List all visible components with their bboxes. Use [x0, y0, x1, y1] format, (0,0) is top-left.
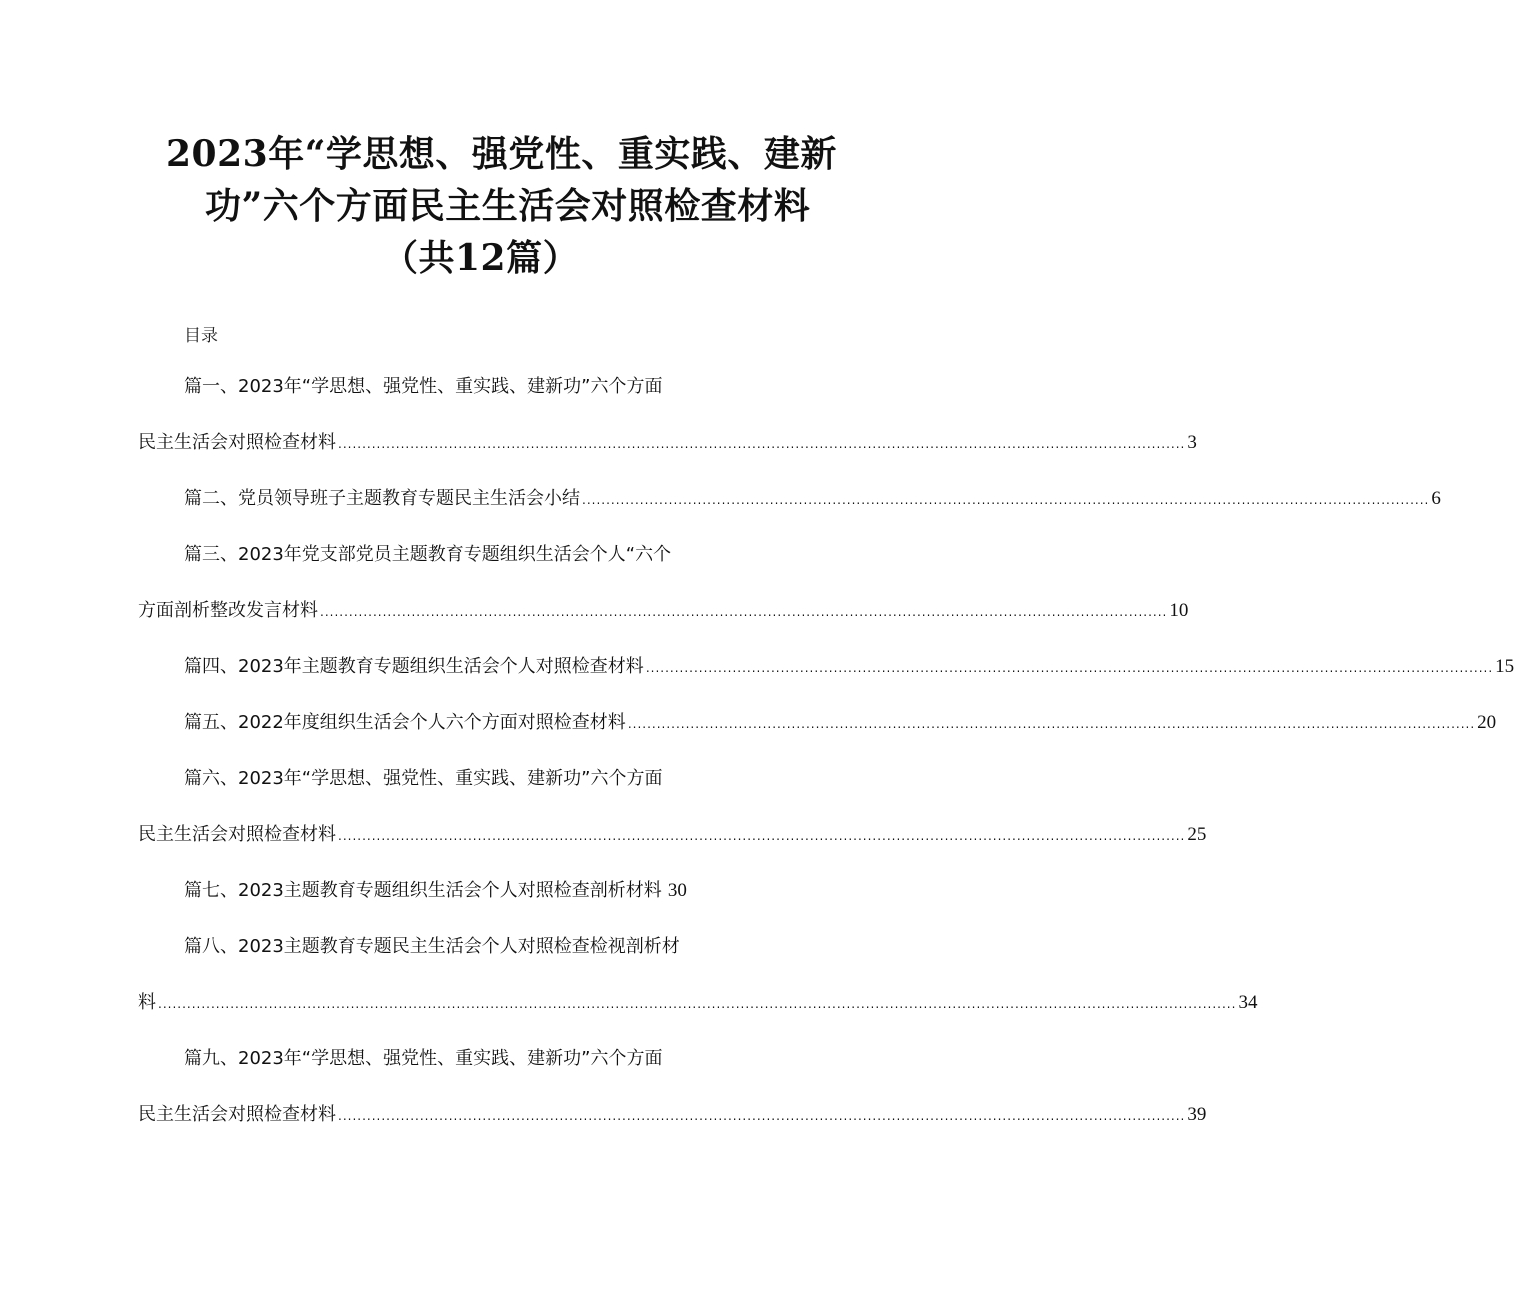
toc-item-6-continuation[interactable] — [138, 820, 1207, 851]
toc-item-2[interactable] — [184, 484, 1441, 515]
toc-item-7-page: 30 — [667, 880, 687, 901]
toc-item-9-title-cont: 民主生活会对照检查材料 — [138, 1104, 336, 1125]
dot-leader: ................................................................................................................................................................................ — [338, 1109, 1186, 1123]
toc-item-5-title: 篇五、2022年度组织生活会个人六个方面对照检查材料 — [184, 712, 626, 733]
toc-item-5-page: 20 — [1477, 712, 1497, 733]
toc-item-6-title: 篇六、2023年“学思想、强党性、重实践、建新功”六个方面 — [184, 768, 663, 789]
toc-item-1-page: 3 — [1187, 432, 1197, 453]
dot-leader: ................................................................................................................................................................................ — [645, 661, 1494, 675]
toc-item-2-title: 篇二、党员领导班子主题教育专题民主生活会小结 — [184, 488, 580, 509]
toc-item-8-title: 篇八、2023主题教育专题民主生活会个人对照检查检视剖析材 — [184, 936, 680, 957]
toc-item-6-page: 25 — [1187, 824, 1207, 845]
toc-item-9[interactable] — [184, 1044, 662, 1074]
toc-item-3-continuation[interactable] — [138, 596, 1189, 627]
dot-leader: ................................................................................................................................................................................ — [338, 829, 1186, 843]
toc-item-1[interactable] — [184, 372, 662, 402]
toc-item-1-continuation[interactable] — [138, 428, 1197, 459]
toc-item-7[interactable] — [184, 876, 687, 906]
toc-item-8-continuation[interactable] — [138, 988, 1258, 1019]
toc-item-8[interactable] — [184, 932, 680, 962]
toc-item-9-continuation[interactable] — [138, 1100, 1207, 1131]
toc-item-8-page: 34 — [1238, 992, 1258, 1013]
title-line-1: 2023年“学思想、强党性、重实践、建新 — [166, 133, 837, 175]
title-line-2: 功”六个方面民主生活会对照检查材料 — [205, 185, 811, 227]
dot-leader: ................................................................................................................................................................................ — [582, 493, 1430, 507]
dot-leader: ................................................................................................................................................................................................................................ — [158, 997, 1237, 1011]
toc-item-1-title-cont: 民主生活会对照检查材料 — [138, 432, 336, 453]
title-line-3: （共12篇） — [382, 237, 580, 279]
toc-item-9-title: 篇九、2023年“学思想、强党性、重实践、建新功”六个方面 — [184, 1048, 663, 1069]
toc-item-6[interactable] — [184, 764, 662, 794]
toc-heading: 目录 — [184, 326, 218, 346]
toc-item-3-title-cont: 方面剖析整改发言材料 — [138, 600, 318, 621]
dot-leader: ................................................................................................................................................................................ — [320, 605, 1168, 619]
toc-item-3-title: 篇三、2023年党支部党员主题教育专题组织生活会个人“六个 — [184, 544, 672, 565]
toc-item-3[interactable] — [184, 540, 671, 570]
toc-item-4[interactable] — [184, 652, 1514, 683]
toc-item-7-title: 篇七、2023主题教育专题组织生活会个人对照检查剖析材料 — [184, 880, 662, 901]
toc-item-5[interactable] — [184, 708, 1497, 739]
toc-item-1-title: 篇一、2023年“学思想、强党性、重实践、建新功”六个方面 — [184, 376, 663, 397]
toc-item-6-title-cont: 民主生活会对照检查材料 — [138, 824, 336, 845]
toc-item-2-page: 6 — [1431, 488, 1441, 509]
toc-item-3-page: 10 — [1169, 600, 1189, 621]
toc-item-8-title-cont: 料 — [138, 992, 156, 1013]
toc-item-4-page: 15 — [1495, 656, 1514, 677]
dot-leader: ................................................................................................................................................................................ — [627, 717, 1476, 731]
toc-item-9-page: 39 — [1187, 1104, 1207, 1125]
dot-leader: ................................................................................................................................................................................ — [338, 437, 1186, 451]
toc-item-4-title: 篇四、2023年主题教育专题组织生活会个人对照检查材料 — [184, 656, 644, 677]
